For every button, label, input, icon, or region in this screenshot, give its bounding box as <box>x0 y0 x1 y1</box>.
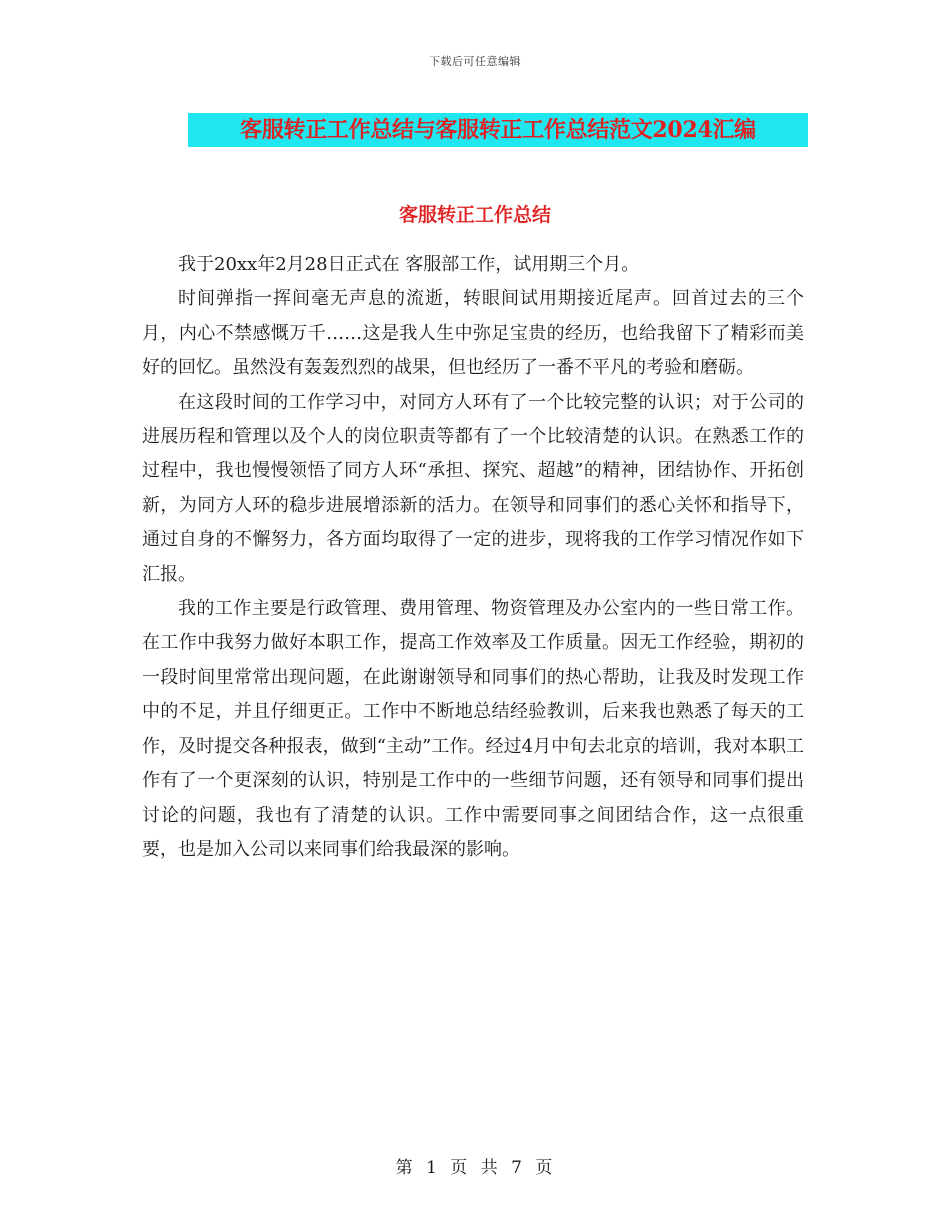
document-body <box>142 248 804 867</box>
paragraph: 我的工作主要是行政管理、费用管理、物资管理及办公室内的一些日常工作。在工作中我努力做好本职工作，提高工作效率及工作质量。因无工作经验，期初的一段时间里常常出现问题，在此谢谢领导和同事们的热心帮助，让我及时发现工作中的不足，并且仔细更正。工作中不断地总结经验教训，后来我也熟悉了每天的工作，及时提交各种报表，做到“主动”工作。经过4月中旬去北京的培训，我对本职工作有了一个更深刻的认识，特别是工作中的一些细节问题，还有领导和同事们提出讨论的问题，我也有了清楚的认识。工作中需要同事之间团结合作，这一点很重要，也是加入公司以来同事们给我最深的影响。 <box>142 598 804 860</box>
paragraph: 我于20xx年2月28日正式在 客服部工作，试用期三个月。 <box>178 254 640 275</box>
paragraph: 时间弹指一挥间毫无声息的流逝，转眼间试用期接近尾声。回首过去的三个月，内心不禁感慨万千……这是我人生中弥足宝贵的经历，也给我留下了精彩而美好的回忆。虽然没有轰轰烈烈的战果，但也经历了一番不平凡的考验和磨砺。 <box>142 288 804 379</box>
title-highlight <box>188 113 808 147</box>
document-title: 客服转正工作总结与客服转正工作总结范文2024汇编 <box>240 117 756 143</box>
paragraph: 在这段时间的工作学习中，对同方人环有了一个比较完整的认识；对于公司的进展历程和管理以及个人的岗位职责等都有了一个比较清楚的认识。在熟悉工作的过程中，我也慢慢领悟了同方人环“承担、探究、超越”的精神，团结协作、开拓创新，为同方人环的稳步进展增添新的活力。在领导和同事们的悉心关怀和指导下，通过自身的不懈努力，各方面均取得了一定的进步，现将我的工作学习情况作如下汇报。 <box>142 391 804 585</box>
header-note: 下载后可任意编辑 <box>429 55 521 68</box>
page-number: 第 1 页 共 7 页 <box>395 1158 555 1178</box>
section-title: 客服转正工作总结 <box>398 204 551 226</box>
